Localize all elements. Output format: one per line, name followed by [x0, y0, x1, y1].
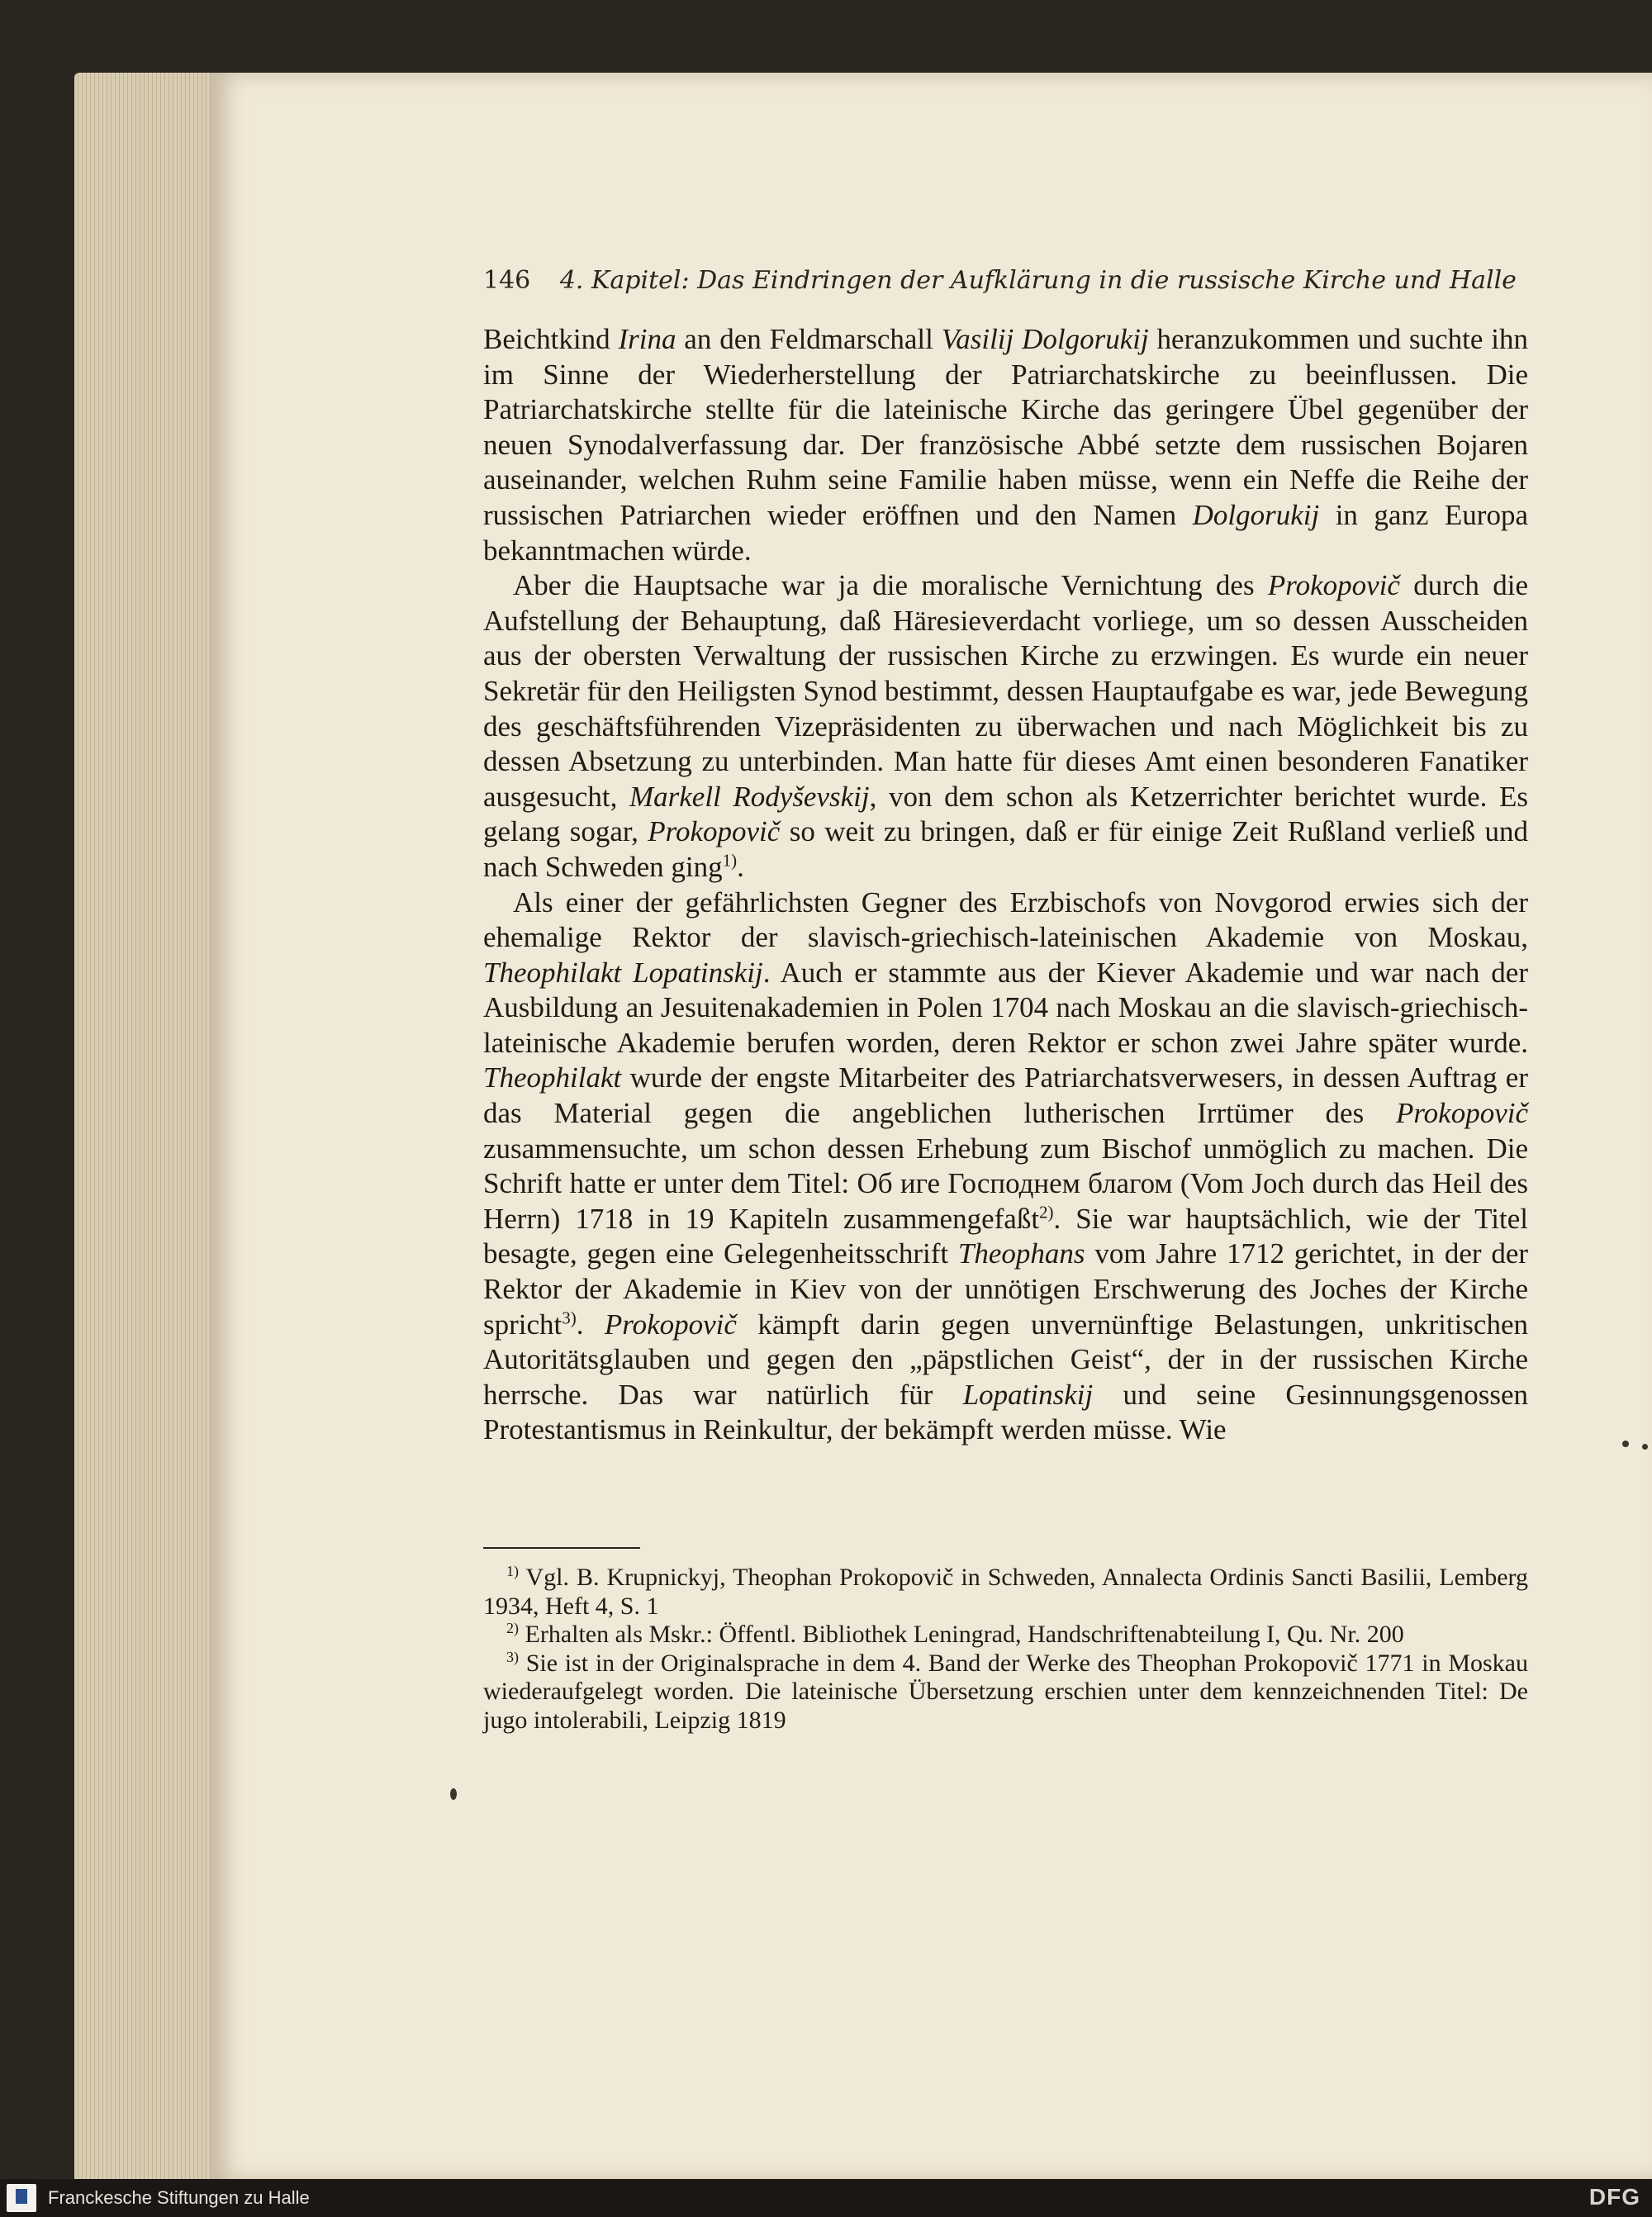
text-run: und seine Gesinnungsgenossen Protestantismus in Reinkultur, der bekämpft werden müsse. Wie: [483, 1378, 1528, 1446]
footnote-2: [483, 1621, 1528, 1650]
text-run: Als einer der gefährlichsten Gegner des Erzbischofs von Novgorod erwies sich der ehemalige Rektor der slavisch-griechisch-lateinischen Akademie von Moskau,: [483, 885, 1528, 954]
text-run: , von dem schon als Ketzerrichter berichtet wurde. Es gelang sogar,: [483, 780, 1528, 848]
footnote-marker: 2): [506, 1620, 519, 1636]
italic-name: Vasilij Dolgorukij: [941, 323, 1149, 355]
italic-name: Prokopovič: [1267, 569, 1400, 602]
text-run: .: [576, 1308, 605, 1341]
viewer-footer-bar: [0, 2179, 1652, 2217]
footnote-3: [483, 1650, 1528, 1735]
text-run: . Auch er stammte aus der Kiever Akademie und war nach der Ausbildung an Jesuitenakademien in Polen 1704 nach Moskau an die slavisch-griechisch-lateinische Akademie berufen worden, deren Rektor er schon zwei Jahre später wurde.: [483, 956, 1528, 1059]
text-run: .: [737, 850, 744, 883]
text-run: so weit zu bringen, daß er für einige Zeit Rußland verließ und nach Schweden ging: [483, 815, 1528, 883]
italic-name: Theophans: [957, 1237, 1085, 1270]
italic-name: Prokopovič: [648, 815, 781, 848]
footnote-1: [483, 1564, 1528, 1621]
footnote-text: Erhalten als Mskr.: Öffentl. Bibliothek Leningrad, Handschriftenabteilung I, Qu. Nr. 200: [519, 1621, 1404, 1648]
italic-name: Prokopovič: [604, 1308, 737, 1341]
footnote-divider: [483, 1547, 640, 1549]
body-text: [483, 322, 1528, 1448]
text-run: kämpft darin gegen unvernünftige Belastungen, unkritischen Autoritätsglauben und gegen den „päpstlichen Geist“, der in der russischen Kirche herrsche. Das war natürlich für: [483, 1308, 1528, 1411]
ink-speck: [450, 1788, 457, 1800]
footnote-marker: 3): [506, 1648, 519, 1665]
chapter-title: 4. Kapitel: Das Eindringen der Aufklärung in die russische Kirche und Halle: [559, 266, 1517, 295]
page-number: 146: [483, 266, 531, 295]
institution-link[interactable]: Franckesche Stiftungen zu Halle: [48, 2187, 310, 2208]
footnotes: [483, 1564, 1528, 1735]
footnote-reference: 2): [1039, 1202, 1054, 1222]
ink-speck: [1642, 1444, 1648, 1450]
francke-foundation-logo-icon[interactable]: [7, 2184, 36, 2212]
text-run: vom Jahre 1712 gerichtet, in der der Rektor der Akademie in Kiev von der unnötigen Erschwerung des Joches der Kirche spricht: [483, 1237, 1529, 1341]
footnote-reference: 1): [722, 850, 738, 871]
italic-name: Markell Rodyševskij: [629, 780, 870, 813]
italic-name: Dolgorukij: [1192, 498, 1320, 531]
text-run: Aber die Hauptsache war ja die moralische Vernichtung des: [513, 569, 1268, 602]
text-run: durch die Aufstellung der Behauptung, daß Häresieverdacht vorliege, um so dessen Ausscheiden aus der obersten Verwaltung der russischen Kirche zu erzwingen. Es wurde ein neuer Sekretär für den Heiligsten Synod bestimmt, dessen Hauptaufgabe es war, jede Bewegung des geschäftsführenden Vizepräsidenten zu überwachen und nach Möglichkeit bis zu dessen Absetzung zu unterbinden. Man hatte für dieses Amt einen besonderen Fanatiker ausgesucht,: [483, 569, 1528, 813]
running-head: [483, 266, 1517, 295]
paragraph-3: [483, 885, 1528, 1449]
paragraph-2: [483, 568, 1528, 885]
text-run: zusammensuchte, um schon dessen Erhebung zum Bischof unmöglich zu machen. Die Schrift hatte er unter dem Titel: Об иге Господнем благом (Vom Joch durch das Heil des Herrn) 1718 in 19 Kapiteln zusammengefaßt: [483, 1132, 1528, 1235]
footnote-text: Vgl. B. Krupnickyj, Theophan Prokopovič in Schweden, Annalecta Ordinis Sancti Basilii, Lemberg 1934, Heft 4, S. 1: [483, 1564, 1528, 1620]
italic-name: Theophilakt Lopatinskij: [483, 956, 763, 989]
dfg-logo: DFG: [1588, 2184, 1640, 2210]
text-run: Beichtkind: [483, 323, 619, 355]
text-run: heranzukommen und suchte ihn im Sinne der Wiederherstellung der Patriarchatskirche zu beeinflussen. Die Patriarchatskirche stellte für die lateinische Kirche das geringere Übel gegenüber der neuen Synodalverfassung dar. Der französische Abbé setzte dem russischen Bojaren auseinander, welchen Ruhm seine Familie haben müsse, wenn ein Neffe die Reihe der russischen Patriarchen wieder eröffnen und den Namen: [483, 323, 1528, 531]
paragraph-1: [483, 322, 1528, 568]
italic-name: Lopatinskij: [962, 1378, 1094, 1411]
book-page-edges: [74, 73, 223, 2187]
text-run: wurde der engste Mitarbeiter des Patriarchatsverwesers, in dessen Auftrag er das Material gegen die angeblichen lutherischen Irrtümer des: [483, 1061, 1528, 1130]
italic-name: Prokopovič: [1395, 1097, 1528, 1130]
text-run: in ganz Europa bekanntmachen würde.: [483, 498, 1528, 567]
italic-name: Theophilakt: [483, 1061, 622, 1094]
footnote-marker: 1): [506, 1563, 519, 1579]
ink-speck: [1622, 1441, 1629, 1447]
footnote-text: Sie ist in der Originalsprache in dem 4. Band der Werke des Theophan Prokopovič 1771 in Moskau wiederaufgelegt worden. Die lateinische Übersetzung erschien unter dem kennzeichnenden Titel: De jugo intolerabili, Leipzig 1819: [483, 1649, 1528, 1734]
footnote-reference: 3): [562, 1307, 577, 1327]
italic-name: Irina: [618, 323, 676, 355]
text-run: an den Feldmarschall: [676, 323, 942, 355]
text-run: . Sie war hauptsächlich, wie der Titel besagte, gegen eine Gelegenheitsschrift: [483, 1202, 1528, 1270]
